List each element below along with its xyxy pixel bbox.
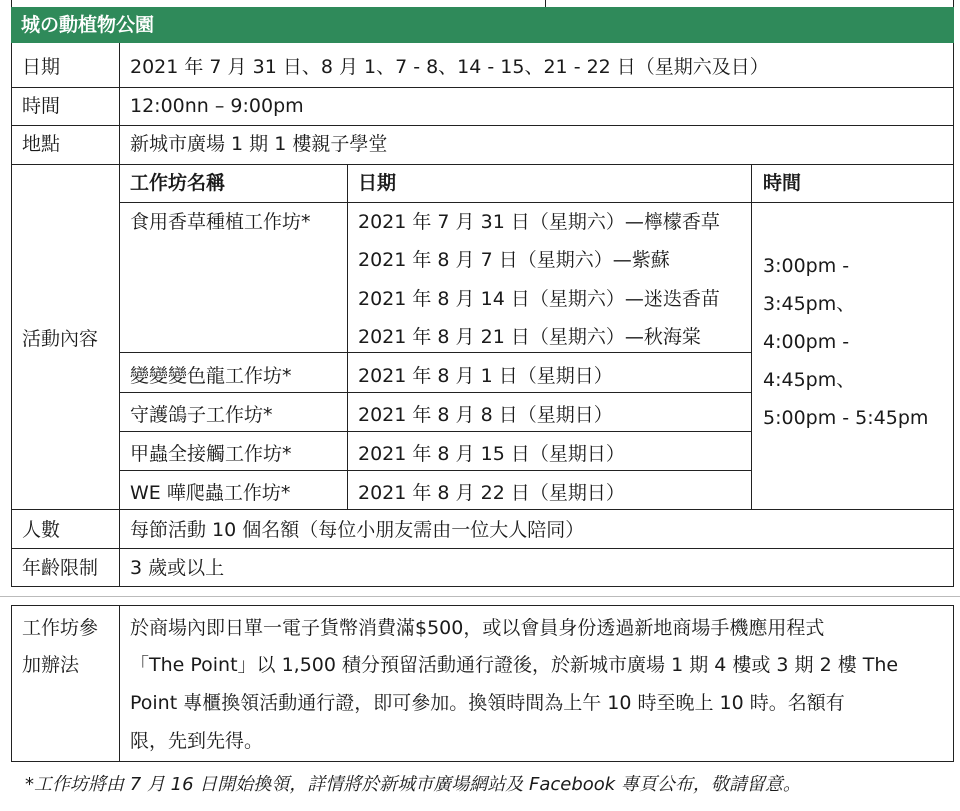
prev-table-left-border bbox=[11, 0, 12, 7]
session-time: 3:00pm - bbox=[763, 255, 850, 277]
row-divider bbox=[11, 125, 954, 126]
table-title: 城の動植物公園 bbox=[21, 14, 155, 36]
footnote: *工作坊將由 7 月 16 日開始換領，詳情將於新城市廣場網站及 Facebook 專頁公布，敬請留意。 bbox=[25, 774, 801, 795]
row-divider bbox=[11, 164, 954, 165]
session-time: 4:00pm - bbox=[763, 331, 850, 353]
time-column-divider bbox=[751, 164, 752, 509]
workshop-date: 2021 年 8 月 22 日（星期日） bbox=[358, 482, 625, 504]
subheader-divider bbox=[119, 202, 954, 203]
workshop-date: 2021 年 8 月 7 日（星期六）—紫蘇 bbox=[358, 249, 670, 271]
row-divider bbox=[11, 548, 954, 549]
date-label: 日期 bbox=[22, 56, 61, 78]
participation-text: 「The Point」以 1,500 積分預留活動通行證後，於新城市廣場 1 期 4 樓或 3 期 2 樓 The bbox=[130, 654, 899, 676]
time-value: 12:00nn – 9:00pm bbox=[130, 95, 304, 117]
date-value: 2021 年 7 月 31 日、8 月 1、7 - 8、14 - 15、21 - 22 日（星期六及日） bbox=[130, 56, 769, 78]
workshop-name: 變變變色龍工作坊* bbox=[130, 365, 292, 387]
workshop-name: 守護鴿子工作坊* bbox=[130, 404, 273, 426]
workshop-name: 食用香草種植工作坊* bbox=[130, 211, 311, 233]
venue-label: 地點 bbox=[22, 133, 61, 155]
age-value: 3 歲或以上 bbox=[130, 557, 225, 579]
workshop-date: 2021 年 8 月 15 日（星期日） bbox=[358, 443, 625, 465]
activities-label: 活動內容 bbox=[22, 328, 99, 350]
participation-divider bbox=[119, 605, 120, 762]
workshop-date: 2021 年 8 月 21 日（星期六）—秋海棠 bbox=[358, 326, 701, 348]
participation-text: 限，先到先得。 bbox=[130, 730, 264, 752]
quota-value: 每節活動 10 個名額（每位小朋友需由一位大人陪同） bbox=[130, 519, 585, 541]
venue-value: 新城市廣場 1 期 1 樓親子學堂 bbox=[130, 133, 388, 155]
workshop-date-header: 日期 bbox=[358, 172, 397, 194]
row-divider bbox=[11, 509, 954, 510]
workshop-date: 2021 年 7 月 31 日（星期六）—檸檬香草 bbox=[358, 211, 720, 233]
row-divider bbox=[11, 87, 954, 88]
workshop-divider bbox=[119, 392, 751, 393]
workshop-date: 2021 年 8 月 1 日（星期日） bbox=[358, 365, 613, 387]
workshop-divider bbox=[119, 352, 751, 353]
prev-table-right-border bbox=[953, 0, 954, 7]
workshop-divider bbox=[119, 470, 751, 471]
participation-text: Point 專櫃換領活動通行證，即可參加。換領時間為上午 10 時至晚上 10 時。名額有 bbox=[130, 692, 845, 714]
workshop-time-header: 時間 bbox=[763, 172, 802, 194]
workshop-name-header: 工作坊名稱 bbox=[130, 172, 226, 194]
participation-label: 加辦法 bbox=[22, 654, 80, 676]
workshop-date: 2021 年 8 月 8 日（星期日） bbox=[358, 404, 613, 426]
age-label: 年齡限制 bbox=[22, 557, 99, 579]
session-time: 3:45pm、 bbox=[763, 293, 856, 315]
participation-text: 於商場內即日單一電子貨幣消費滿$500，或以會員身份透過新地商場手機應用程式 bbox=[130, 617, 825, 639]
table-bottom-border bbox=[11, 586, 954, 587]
session-time: 5:00pm - 5:45pm bbox=[763, 407, 929, 429]
time-label: 時間 bbox=[22, 95, 61, 117]
workshop-divider bbox=[119, 431, 751, 432]
quota-label: 人數 bbox=[22, 519, 61, 541]
workshop-name: WE 嘩爬蟲工作坊* bbox=[130, 482, 291, 504]
workshop-name: 甲蟲全接觸工作坊* bbox=[130, 443, 292, 465]
section-separator bbox=[0, 596, 960, 597]
workshop-date: 2021 年 8 月 14 日（星期六）—迷迭香苗 bbox=[358, 288, 720, 310]
session-time: 4:45pm、 bbox=[763, 369, 856, 391]
prev-table-mid-border bbox=[545, 0, 546, 7]
participation-label: 工作坊參 bbox=[22, 617, 99, 639]
date-column-divider bbox=[347, 164, 348, 509]
